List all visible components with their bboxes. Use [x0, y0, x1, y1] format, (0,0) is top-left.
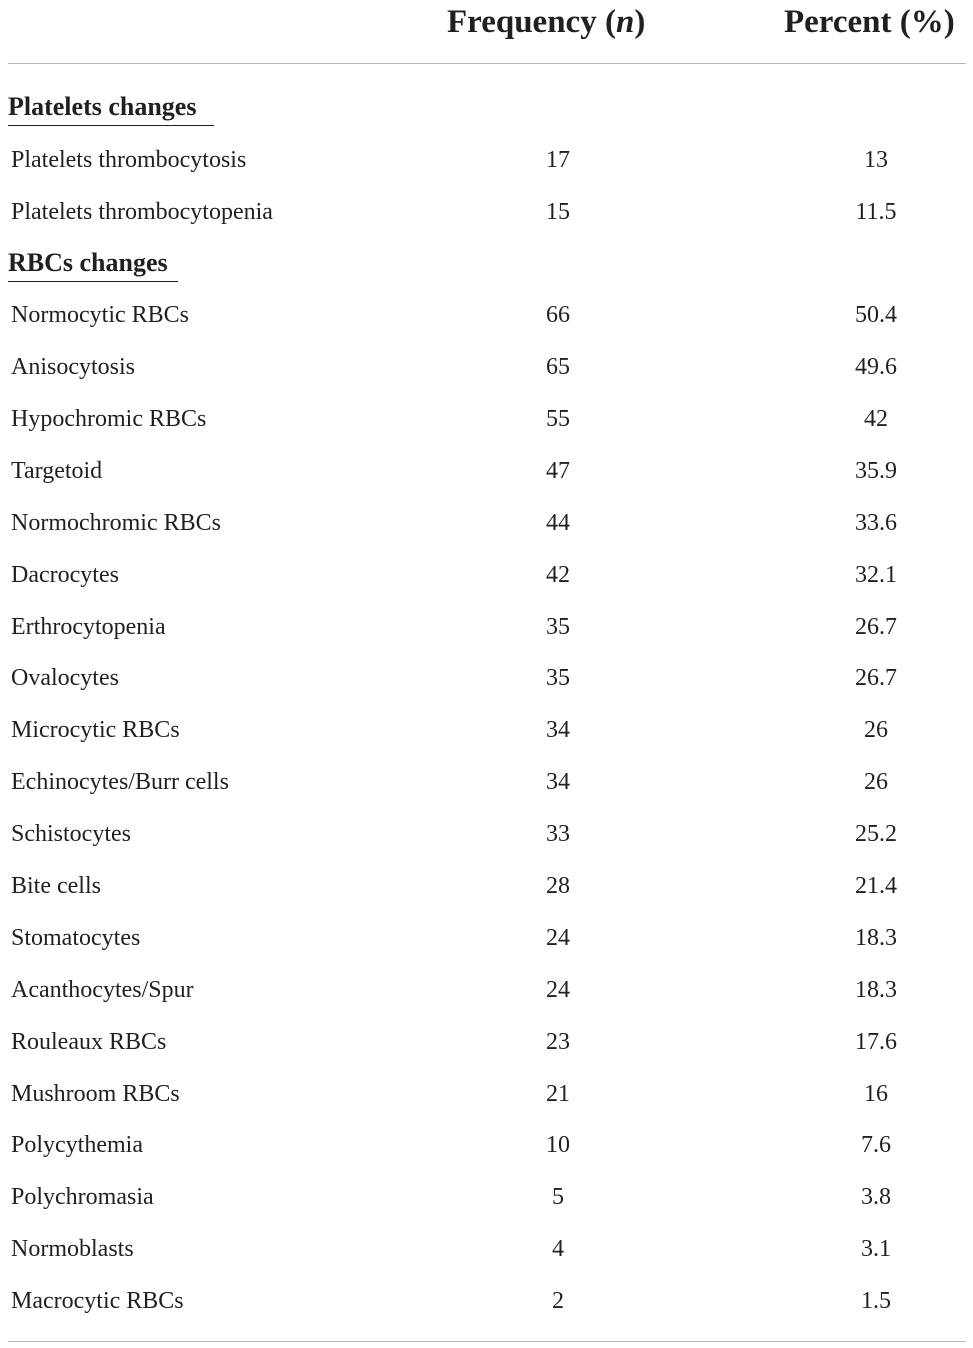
frequency-cell: 47 [546, 458, 570, 484]
table-row [0, 1171, 973, 1223]
section-heading [8, 248, 168, 278]
row-label: Erthrocytopenia [11, 614, 166, 640]
row-label: Bite cells [11, 873, 101, 899]
percent-cell: 49.6 [855, 354, 897, 380]
frequency-cell: 33 [546, 821, 570, 847]
table-row [0, 393, 973, 445]
row-label: Macrocytic RBCs [11, 1288, 184, 1314]
table-row [0, 1119, 973, 1171]
frequency-cell: 15 [546, 199, 570, 225]
percent-cell: 16 [864, 1081, 888, 1107]
frequency-cell: 28 [546, 873, 570, 899]
section-heading [8, 92, 196, 122]
table-row [0, 186, 973, 238]
percent-cell: 33.6 [855, 510, 897, 536]
table-row [0, 1016, 973, 1068]
row-label: Stomatocytes [11, 925, 141, 951]
frequency-cell: 65 [546, 354, 570, 380]
row-label: Mushroom RBCs [11, 1081, 180, 1107]
frequency-cell: 42 [546, 562, 570, 588]
percent-cell: 7.6 [861, 1132, 891, 1158]
row-label: Normocytic RBCs [11, 302, 189, 328]
frequency-cell: 21 [546, 1081, 570, 1107]
table-row [0, 756, 973, 808]
table-row [0, 289, 973, 341]
row-label: Normoblasts [11, 1236, 134, 1262]
frequency-cell: 4 [552, 1236, 564, 1262]
table-row [0, 445, 973, 497]
frequency-cell: 66 [546, 302, 570, 328]
frequency-cell: 24 [546, 925, 570, 951]
percent-cell: 42 [864, 406, 888, 432]
table-row [0, 1068, 973, 1120]
table-row [0, 341, 973, 393]
frequency-cell: 34 [546, 769, 570, 795]
percent-cell: 35.9 [855, 458, 897, 484]
frequency-cell: 34 [546, 717, 570, 743]
percent-cell: 26.7 [855, 665, 897, 691]
frequency-cell: 10 [546, 1132, 570, 1158]
table-row [0, 497, 973, 549]
table-row [0, 912, 973, 964]
row-label: Ovalocytes [11, 665, 119, 691]
table-header [0, 0, 973, 50]
table-row [0, 964, 973, 1016]
frequency-cell: 23 [546, 1029, 570, 1055]
percent-cell: 3.8 [861, 1184, 891, 1210]
percent-cell: 3.1 [861, 1236, 891, 1262]
frequency-cell: 55 [546, 406, 570, 432]
percent-cell: 26 [864, 717, 888, 743]
row-label: Anisocytosis [11, 354, 136, 380]
row-label: Acanthocytes/Spur [11, 977, 194, 1003]
percent-cell: 13 [864, 147, 888, 173]
header-rule [8, 63, 966, 64]
table-row [0, 601, 973, 653]
percent-cell: 26 [864, 769, 888, 795]
percent-column-header: Percent (%) [784, 4, 955, 40]
percent-cell: 21.4 [855, 873, 897, 899]
percent-cell: 11.5 [855, 199, 897, 225]
row-label: Microcytic RBCs [11, 717, 180, 743]
frequency-cell: 24 [546, 977, 570, 1003]
percent-cell: 17.6 [855, 1029, 897, 1055]
table-row [0, 704, 973, 756]
frequency-cell: 2 [552, 1288, 564, 1314]
table-row [0, 549, 973, 601]
frequency-column-header: Frequency (n) [447, 4, 646, 40]
row-label: Platelets thrombocytopenia [11, 199, 273, 225]
frequency-cell: 35 [546, 665, 570, 691]
frequency-cell: 44 [546, 510, 570, 536]
percent-cell: 18.3 [855, 977, 897, 1003]
table-row [0, 1223, 973, 1275]
frequency-cell: 17 [546, 147, 570, 173]
row-label: Targetoid [11, 458, 103, 484]
percent-cell: 25.2 [855, 821, 897, 847]
row-label: Normochromic RBCs [11, 510, 221, 536]
table-row [0, 860, 973, 912]
row-label: Schistocytes [11, 821, 131, 847]
row-label: Polychromasia [11, 1184, 154, 1210]
row-label: Hypochromic RBCs [11, 406, 207, 432]
row-label: Dacrocytes [11, 562, 119, 588]
percent-cell: 32.1 [855, 562, 897, 588]
section-heading-text: Platelets changes [8, 92, 197, 121]
frequency-cell: 35 [546, 614, 570, 640]
percent-cell: 26.7 [855, 614, 897, 640]
table-row [0, 808, 973, 860]
table-row [0, 1275, 973, 1327]
row-label: Polycythemia [11, 1132, 143, 1158]
row-label: Rouleaux RBCs [11, 1029, 167, 1055]
percent-cell: 18.3 [855, 925, 897, 951]
row-label: Echinocytes/Burr cells [11, 769, 229, 795]
frequency-cell: 5 [552, 1184, 564, 1210]
bottom-rule [8, 1341, 966, 1342]
percent-cell: 50.4 [855, 302, 897, 328]
section-heading-underline [8, 281, 178, 282]
section-heading-text: RBCs changes [8, 248, 168, 277]
percent-cell: 1.5 [861, 1288, 891, 1314]
row-label: Platelets thrombocytosis [11, 147, 247, 173]
table-row [0, 134, 973, 186]
table-row [0, 652, 973, 704]
section-heading-underline [8, 125, 214, 126]
